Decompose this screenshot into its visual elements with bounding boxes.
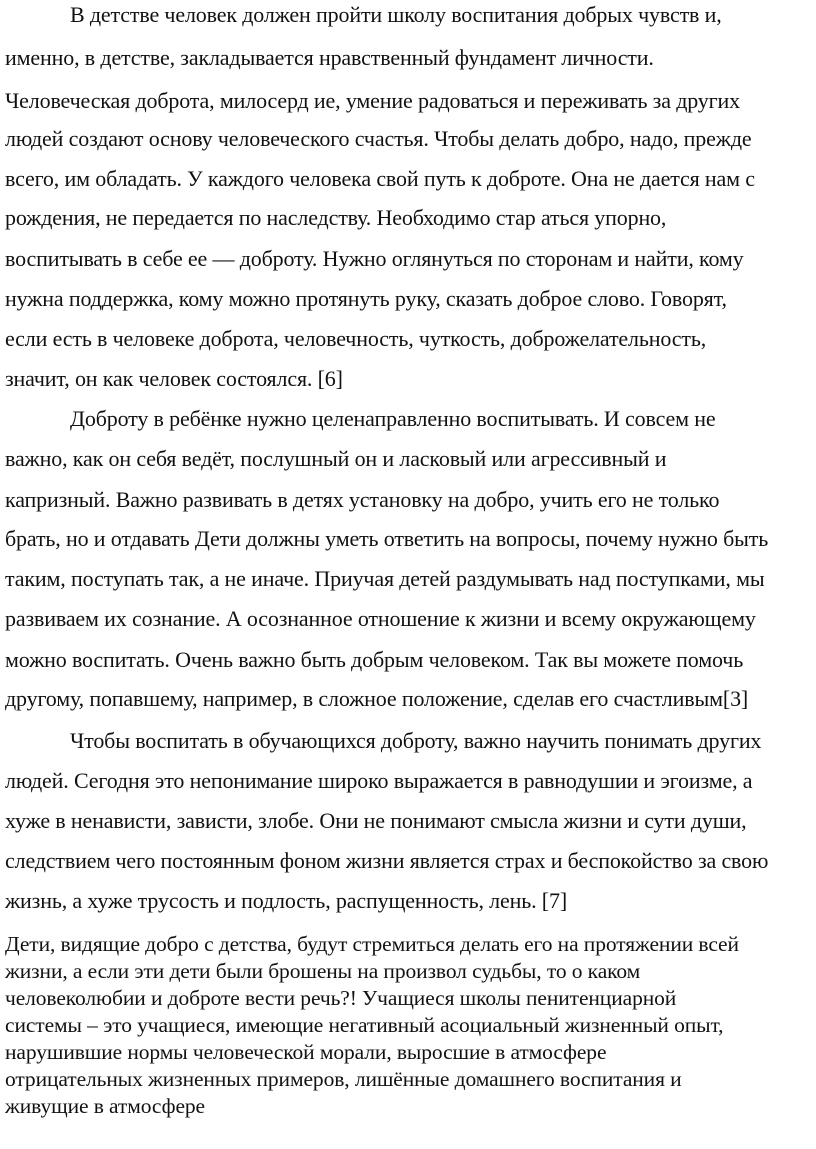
text-line: именно, в детстве, закладывается нравственный фундамент личности. — [5, 45, 654, 70]
text-line: жизнь, а хуже трусость и подлость, распущенность, лень. [7] — [5, 888, 568, 913]
text-line: В детстве человек должен пройти школу воспитания добрых чувств и, — [70, 2, 722, 27]
text-line: если есть в человеке доброта, человечность, чуткость, доброжелательность, — [5, 326, 707, 351]
text-line: таким, поступать так, а не иначе. Приучая детей раздумывать над поступками, мы — [5, 566, 765, 591]
text-line: брать, но и отдавать Дети должны уметь ответить на вопросы, почему нужно быть — [5, 526, 769, 551]
text-line: нарушившие нормы человеческой морали, выросшие в атмосфере — [5, 1040, 607, 1064]
text-line: значит, он как человек состоялся. [6] — [5, 366, 343, 391]
text-line: хуже в ненависти, зависти, злобе. Они не понимают смысла жизни и сути души, — [5, 808, 747, 833]
text-line: следствием чего постоянным фоном жизни является страх и беспокойство за свою — [5, 848, 769, 873]
text-line: воспитывать в себе ее — доброту. Нужно оглянуться по сторонам и найти, кому — [5, 246, 744, 271]
text-line: человеколюбии и доброте вести речь?! Учащиеся школы пенитенциарной — [5, 986, 677, 1010]
text-line: отрицательных жизненных примеров, лишённые домашнего воспитания и — [5, 1067, 682, 1091]
text-line: развиваем их сознание. А осознанное отношение к жизни и всему окружающему — [5, 606, 756, 631]
text-line: жизни, а если эти дети были брошены на произвол судьбы, то о каком — [5, 959, 641, 983]
text-line: капризный. Важно развивать в детях установку на добро, учить его не только — [5, 487, 720, 512]
text-line: системы – это учащиеся, имеющие негативный асоциальный жизненный опыт, — [5, 1013, 724, 1037]
text-line: Доброту в ребёнке нужно целенаправленно воспитывать. И совсем не — [70, 406, 716, 431]
text-line: людей. Сегодня это непонимание широко выражается в равнодушии и эгоизме, а — [5, 768, 753, 793]
text-line: всего, им обладать. У каждого человека свой путь к доброте. Она не дается нам с — [5, 166, 755, 191]
text-line: можно воспитать. Очень важно быть добрым человеком. Так вы можете помочь — [5, 647, 744, 672]
text-line: людей создают основу человеческого счастья. Чтобы делать добро, надо, прежде — [5, 126, 752, 151]
text-line: важно, как он себя ведёт, послушный он и ласковый или агрессивный и — [5, 446, 667, 471]
text-line: другому, попавшему, например, в сложное положение, сделав его счастливым[3] — [5, 686, 749, 711]
text-line: рождения, не передается по наследству. Необходимо стар аться упорно, — [5, 205, 667, 230]
text-line: нужна поддержка, кому можно протянуть руку, сказать доброе слово. Говорят, — [5, 286, 727, 311]
text-line: Чтобы воспитать в обучающихся доброту, важно научить понимать других — [70, 728, 762, 753]
text-line: живущие в атмосфере — [5, 1094, 205, 1118]
text-line: Дети, видящие добро с детства, будут стремиться делать его на протяжении всей — [5, 932, 739, 956]
text-line: Человеческая доброта, милосерд ие, умение радоваться и переживать за других — [5, 88, 740, 113]
